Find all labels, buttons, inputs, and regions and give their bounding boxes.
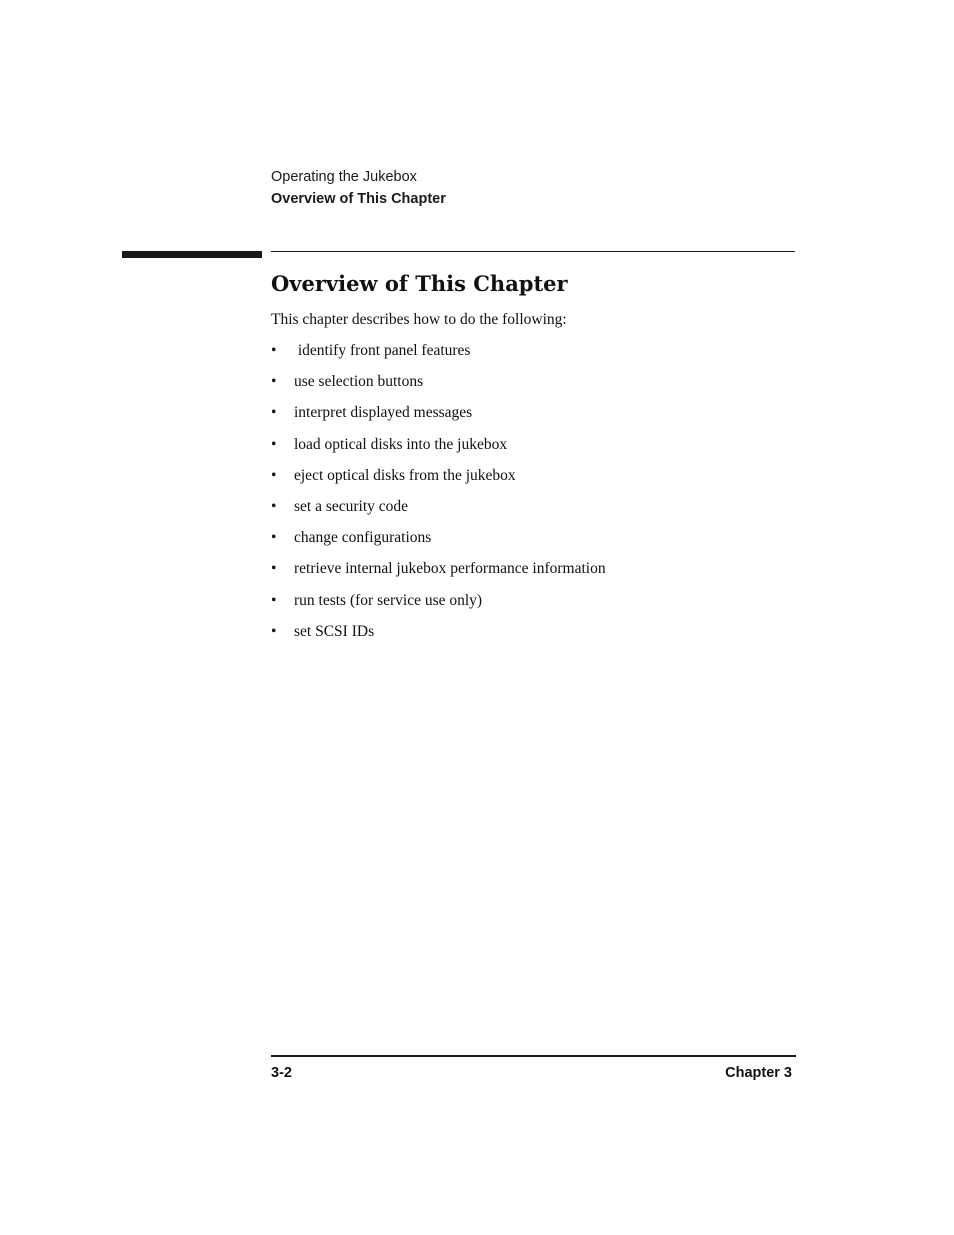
footer-chapter-label: Chapter 3: [725, 1065, 792, 1081]
list-item-text: change configurations: [294, 529, 432, 547]
list-item-text: eject optical disks from the jukebox: [294, 466, 516, 484]
bullet-icon: •: [271, 466, 277, 484]
intro-paragraph: This chapter describes how to do the following:: [271, 311, 567, 328]
list-item: [271, 371, 606, 402]
task-list: [271, 340, 606, 652]
section-marker-rule: [122, 251, 262, 258]
bullet-icon: •: [271, 373, 277, 391]
list-item: [271, 527, 606, 558]
list-item: [271, 340, 606, 371]
list-item-text: retrieve internal jukebox performance information: [294, 560, 606, 578]
header-section-name: Overview of This Chapter: [271, 191, 446, 207]
list-item-text: set a security code: [294, 497, 409, 515]
bullet-icon: •: [271, 404, 277, 422]
bullet-icon: •: [271, 591, 277, 609]
list-item: [271, 402, 606, 433]
bullet-icon: •: [271, 497, 277, 515]
list-item-text: identify front panel features: [294, 342, 471, 359]
list-item: [271, 465, 606, 496]
footer-rule: [271, 1055, 796, 1057]
list-item-text: load optical disks into the jukebox: [294, 435, 508, 453]
list-item: [271, 496, 606, 527]
header-chapter-name: Operating the Jukebox: [271, 169, 417, 185]
running-header: [271, 166, 446, 210]
page-title: Overview of This Chapter: [271, 271, 568, 296]
list-item-text: interpret displayed messages: [294, 404, 473, 422]
list-item-text: use selection buttons: [294, 373, 424, 391]
bullet-icon: •: [271, 342, 277, 359]
list-item: [271, 621, 606, 652]
bullet-icon: •: [271, 560, 277, 578]
bullet-icon: •: [271, 529, 277, 547]
list-item-text: run tests (for service use only): [294, 591, 483, 609]
bullet-icon: •: [271, 435, 277, 453]
bullet-icon: •: [271, 622, 277, 640]
page-number: 3-2: [271, 1065, 292, 1081]
list-item: [271, 434, 606, 465]
list-item: [271, 558, 606, 589]
section-divider-rule: [271, 251, 795, 252]
list-item-text: set SCSI IDs: [294, 622, 375, 640]
list-item: [271, 590, 606, 621]
